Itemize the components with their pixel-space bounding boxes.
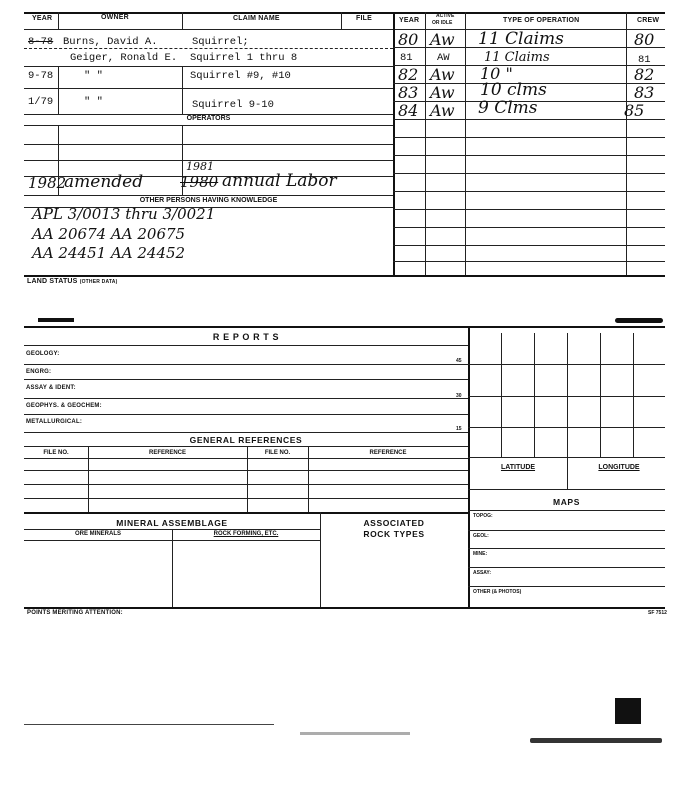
activity-rule bbox=[393, 227, 665, 228]
gen-ref-rule bbox=[24, 470, 468, 471]
report-metallurgical: METALLURGICAL: bbox=[26, 419, 83, 425]
owner-row-claim: Squirrel #9, #10 bbox=[190, 70, 291, 82]
activity-rule bbox=[393, 245, 665, 246]
mineral-title: MINERAL ASSEMBLAGE bbox=[116, 518, 228, 528]
map-other: OTHER (& PHOTOS) bbox=[473, 589, 522, 595]
activity-operation: 11 Claims bbox=[478, 29, 564, 49]
maps-rule bbox=[468, 586, 665, 587]
row-rule bbox=[24, 48, 393, 49]
gen-ref-rule bbox=[24, 484, 468, 485]
col-claim-name: CLAIM NAME bbox=[233, 15, 280, 22]
scan-smudge bbox=[530, 738, 662, 743]
activity-rule bbox=[393, 173, 665, 174]
points-label: POINTS MERITING ATTENTION: bbox=[27, 610, 123, 616]
assoc-rock-types-2: ROCK TYPES bbox=[363, 529, 425, 539]
operator-note-tail: annual Labor bbox=[222, 171, 337, 191]
grid-line bbox=[468, 396, 665, 397]
maps-rule bbox=[468, 530, 665, 531]
operator-note-year: 1982 bbox=[28, 174, 67, 192]
reports-rule bbox=[24, 398, 468, 399]
reports-right-divider bbox=[468, 326, 470, 608]
activity-col-divider bbox=[626, 12, 627, 275]
land-status-label: LAND STATUS (OTHER DATA) bbox=[27, 278, 118, 285]
grid-line bbox=[468, 457, 665, 458]
activity-status: Aw bbox=[430, 30, 455, 49]
activity-year: 84 bbox=[398, 101, 419, 120]
activity-year: 83 bbox=[398, 83, 419, 102]
report-num: 30 bbox=[456, 393, 462, 399]
activity-status: Aw bbox=[430, 83, 455, 102]
owner-row-claim: Squirrel 9-10 bbox=[192, 99, 274, 111]
operators-label: OPERATORS bbox=[186, 115, 231, 122]
report-num: 15 bbox=[456, 426, 462, 432]
mineral-divider bbox=[172, 529, 173, 608]
owner-row-name: Geiger, Ronald E. bbox=[70, 52, 178, 64]
activity-status: Aw bbox=[430, 101, 455, 120]
header-bottom-rule bbox=[24, 29, 665, 30]
map-assay: ASSAY: bbox=[473, 570, 492, 576]
reports-rule bbox=[24, 345, 468, 346]
other-person-line: APL 3/0013 thru 3/0021 bbox=[32, 205, 216, 223]
owner-row-year: 1/79 bbox=[28, 96, 54, 108]
operator-note-year-mark: 1981 bbox=[186, 160, 214, 173]
owner-row-year: 9-78 bbox=[28, 70, 54, 82]
gen-ref-col-file: FILE NO. bbox=[43, 450, 69, 456]
col-year-2: YEAR bbox=[399, 17, 420, 24]
activity-col-divider bbox=[465, 12, 466, 275]
reports-rule bbox=[24, 364, 468, 365]
reports-top-rule bbox=[24, 326, 665, 328]
activity-operation: 9 Clms bbox=[478, 98, 538, 118]
activity-operation: 10 clms bbox=[480, 80, 547, 100]
gen-ref-rule bbox=[24, 458, 468, 459]
report-assay: ASSAY & IDENT: bbox=[26, 385, 76, 391]
grid-line bbox=[468, 489, 665, 490]
owner-row-claim: Squirrel 1 thru 8 bbox=[190, 52, 298, 64]
owner-row-year: 8-78 bbox=[28, 36, 54, 48]
gen-ref-top-rule bbox=[24, 432, 468, 433]
operator-note-crossed-year: 1980 bbox=[180, 173, 219, 191]
row-rule bbox=[24, 66, 393, 67]
activity-rule bbox=[393, 209, 665, 210]
scan-smudge bbox=[300, 732, 410, 735]
maps-rule bbox=[468, 510, 665, 511]
owner-row-name: " " bbox=[84, 96, 103, 108]
rock-forming-label: ROCK FORMING, ETC. bbox=[213, 531, 279, 537]
gen-ref-col-reference-2: REFERENCE bbox=[369, 450, 407, 456]
activity-crew: 85 bbox=[624, 101, 645, 120]
grid-line bbox=[501, 333, 502, 457]
mineral-top-rule bbox=[24, 512, 468, 514]
ore-minerals-label: ORE MINERALS bbox=[74, 531, 121, 537]
grid-line bbox=[567, 333, 568, 489]
owner-row-claim: Squirrel; bbox=[192, 36, 249, 48]
activity-crew: 83 bbox=[634, 83, 655, 102]
col-active-top: ACTIVE bbox=[436, 13, 455, 19]
operators-rule bbox=[24, 144, 393, 145]
header-divider bbox=[58, 12, 59, 29]
col-owner: OWNER bbox=[101, 14, 129, 21]
activity-rule bbox=[393, 137, 665, 138]
longitude-label: LONGITUDE bbox=[598, 464, 640, 471]
activity-rule bbox=[393, 155, 665, 156]
maps-rule bbox=[468, 567, 665, 568]
gen-ref-col-file-2: FILE NO. bbox=[264, 450, 291, 456]
map-geol: GEOL: bbox=[473, 533, 489, 539]
grid-line bbox=[468, 364, 665, 365]
activity-year: 81 bbox=[400, 52, 413, 64]
top-block-bottom-rule bbox=[24, 275, 665, 277]
assoc-rock-types-1: ASSOCIATED bbox=[363, 518, 425, 528]
operator-note-text: amended bbox=[64, 172, 144, 192]
owner-row-name: Burns, David A. bbox=[63, 36, 158, 48]
maps-title: MAPS bbox=[553, 497, 580, 507]
form-code: SF 7512 bbox=[648, 610, 667, 616]
grid-line bbox=[468, 427, 665, 428]
latitude-label: LATITUDE bbox=[500, 464, 536, 471]
activity-col-divider bbox=[425, 12, 426, 275]
gen-ref-rule bbox=[24, 446, 468, 447]
col-year: YEAR bbox=[32, 15, 53, 22]
maps-rule bbox=[468, 548, 665, 549]
operators-rule bbox=[24, 125, 393, 126]
activity-crew: 81 bbox=[638, 54, 651, 66]
col-type-of-operation: TYPE OF OPERATION bbox=[503, 17, 580, 24]
activity-crew: 82 bbox=[634, 65, 655, 84]
owner-divider bbox=[58, 66, 59, 114]
activity-operation: 11 Claims bbox=[484, 50, 550, 65]
activity-rule bbox=[393, 261, 665, 262]
activity-year: 80 bbox=[398, 30, 419, 49]
header-divider bbox=[341, 12, 342, 29]
gen-ref-col-reference: REFERENCE bbox=[148, 450, 186, 456]
scan-line bbox=[24, 724, 274, 725]
col-crew: CREW bbox=[637, 17, 660, 24]
grid-line bbox=[633, 333, 634, 457]
activity-status: Aw bbox=[430, 65, 455, 84]
scan-block bbox=[615, 698, 641, 724]
activity-rule bbox=[393, 191, 665, 192]
other-persons-top-rule bbox=[24, 195, 393, 196]
map-topog: TOPOG: bbox=[473, 513, 493, 519]
gen-ref-divider bbox=[88, 446, 89, 512]
activity-crew: 80 bbox=[634, 30, 655, 49]
gen-ref-title: GENERAL REFERENCES bbox=[189, 435, 303, 445]
report-engrg: ENGRG: bbox=[26, 369, 52, 375]
activity-status: AW bbox=[437, 52, 450, 64]
other-persons-label: OTHER PERSONS HAVING KNOWLEDGE bbox=[139, 197, 278, 204]
report-num: 45 bbox=[456, 358, 462, 364]
report-geology: GEOLOGY: bbox=[26, 351, 60, 357]
owner-row-name: " " bbox=[84, 70, 103, 82]
ink-smudge bbox=[38, 318, 74, 322]
other-person-line: AA 20674 AA 20675 bbox=[32, 225, 186, 243]
activity-operation: 10 " bbox=[480, 64, 513, 83]
other-person-line: AA 24451 AA 24452 bbox=[32, 244, 186, 262]
center-divider bbox=[393, 12, 395, 275]
gen-ref-divider bbox=[308, 446, 309, 512]
gen-ref-rule bbox=[24, 498, 468, 499]
col-file: FILE bbox=[356, 15, 372, 22]
activity-year: 82 bbox=[398, 65, 419, 84]
map-mine: MINE: bbox=[473, 551, 488, 557]
reports-title: R E P O R T S bbox=[212, 332, 280, 342]
col-active-bottom: OR IDLE bbox=[432, 20, 453, 26]
owner-divider bbox=[182, 66, 183, 114]
reports-rule bbox=[24, 414, 468, 415]
row-rule bbox=[24, 88, 393, 89]
gen-ref-divider bbox=[247, 446, 248, 512]
reports-rule bbox=[24, 379, 468, 380]
header-divider bbox=[182, 12, 183, 29]
grid-line bbox=[600, 333, 601, 457]
report-geophys: GEOPHYS. & GEOCHEM: bbox=[26, 403, 102, 409]
ink-smudge bbox=[615, 318, 663, 323]
points-top-rule bbox=[24, 607, 665, 609]
grid-line bbox=[534, 333, 535, 457]
